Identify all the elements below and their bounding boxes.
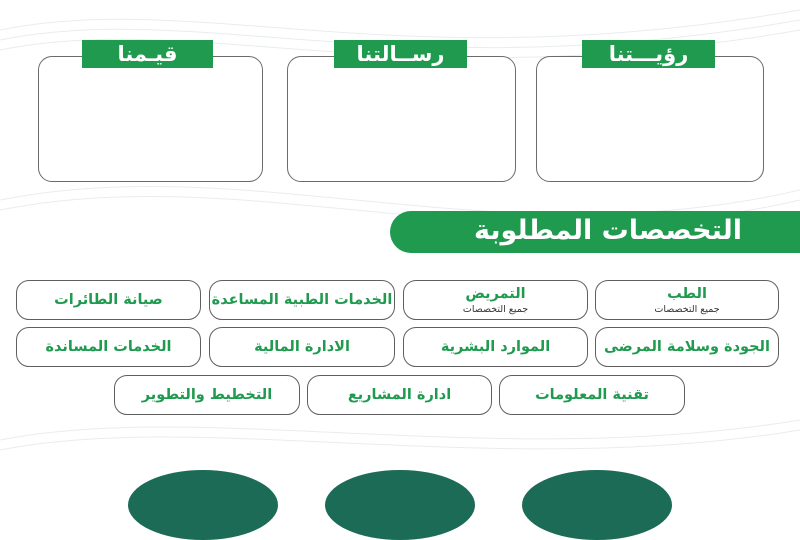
specialty-medical-support [209, 280, 395, 320]
specialty-label: الخدمات المساندة [45, 338, 172, 355]
specialty-quality-safety [595, 327, 779, 367]
specialty-human-resources [403, 327, 588, 367]
specialty-nursing [403, 280, 588, 320]
specialty-label: الجودة وسلامة المرضى [604, 338, 770, 355]
specialty-label: الموارد البشرية [440, 338, 551, 355]
specialty-label: التخطيط والتطوير [141, 386, 273, 403]
vision-card [536, 56, 764, 182]
mission-title: رســالتنا [334, 40, 467, 68]
specialty-label: صيانة الطائرات [54, 291, 163, 308]
section-banner [390, 211, 800, 253]
specialty-sub: جميع التخصصات [654, 303, 720, 315]
specialty-medicine [595, 280, 779, 320]
specialty-financial-admin [209, 327, 395, 367]
specialty-label: الخدمات الطبية المساعدة [211, 291, 393, 308]
decorative-circle [325, 470, 475, 540]
mission-card [287, 56, 516, 182]
section-title: التخصصات المطلوبة [473, 215, 742, 246]
specialty-aircraft-maintenance [16, 280, 201, 320]
values-card [38, 56, 263, 182]
specialty-planning-development [114, 375, 300, 415]
values-title: قيـمنا [82, 40, 213, 68]
specialty-label: الطب [667, 285, 707, 302]
decorative-circle [128, 470, 278, 540]
vision-title: رؤيـــتنا [582, 40, 715, 68]
specialty-label: تقنية المعلومات [535, 386, 649, 403]
specialty-it [499, 375, 685, 415]
specialty-label: الادارة المالية [254, 338, 350, 355]
specialty-label: التمريض [465, 285, 526, 302]
specialty-support-services [16, 327, 201, 367]
specialty-sub: جميع التخصصات [462, 303, 529, 315]
specialty-project-management [307, 375, 492, 415]
decorative-circle [522, 470, 672, 540]
specialty-label: ادارة المشاريع [347, 386, 452, 403]
